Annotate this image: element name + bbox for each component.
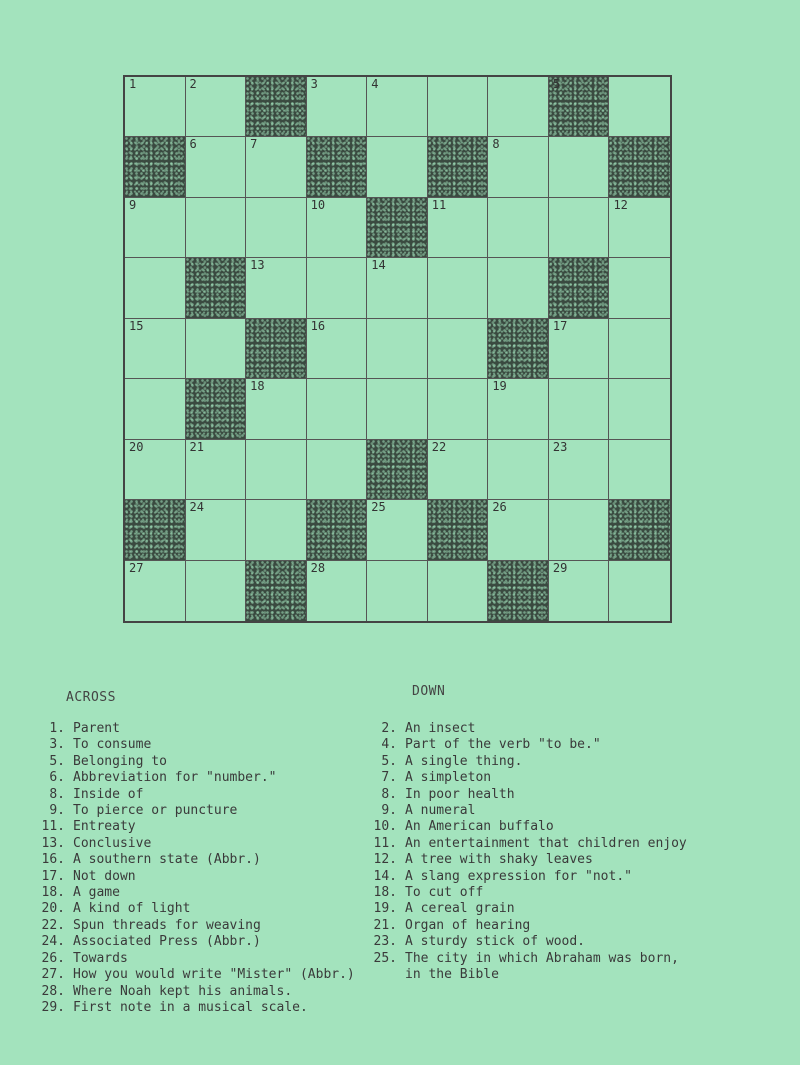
answer-cell[interactable] <box>307 379 368 439</box>
clue-number: 1. <box>49 721 65 736</box>
clue-text: Parent <box>73 721 120 736</box>
clue-number: 5 <box>552 77 561 91</box>
clue-number: 25. <box>373 950 397 966</box>
clue-text: Towards <box>73 950 128 966</box>
across-clue <box>35 869 355 885</box>
answer-cell[interactable] <box>428 77 489 137</box>
clue-number: 26 <box>492 500 507 515</box>
answer-cell[interactable] <box>125 379 186 439</box>
clue-number: 13. <box>41 835 65 851</box>
answer-cell[interactable] <box>488 198 549 258</box>
clue-text: Spun threads for weaving <box>73 917 261 933</box>
clue-number: 14 <box>371 258 386 273</box>
answer-cell[interactable] <box>428 440 489 500</box>
black-square <box>246 77 307 137</box>
clue-text: A numeral <box>405 803 476 819</box>
clue-text: The city in which Abraham was born, <box>405 950 679 966</box>
answer-cell[interactable] <box>488 500 549 560</box>
answer-cell[interactable] <box>246 379 307 439</box>
down-clue <box>367 918 687 934</box>
across-clue <box>35 1000 355 1016</box>
across-clue <box>35 852 355 868</box>
clue-number: 24 <box>189 500 204 515</box>
clue-number: 23. <box>373 934 397 950</box>
down-clue <box>367 852 687 868</box>
answer-cell[interactable] <box>186 440 247 500</box>
clue-text: Belonging to <box>73 753 167 769</box>
clue-number: 17. <box>41 868 65 884</box>
down-heading: DOWN <box>412 684 446 699</box>
answer-cell[interactable] <box>428 379 489 439</box>
clue-number: 20 <box>129 439 144 454</box>
answer-cell[interactable] <box>367 77 428 137</box>
clue-number: 8 <box>492 137 500 152</box>
clue-number: 9. <box>49 803 65 819</box>
black-square <box>246 561 307 621</box>
answer-cell[interactable] <box>186 77 247 137</box>
clue-number: 11. <box>373 835 397 851</box>
clue-number: 29. <box>41 999 65 1015</box>
answer-cell[interactable] <box>367 500 428 560</box>
crossword-grid <box>123 75 672 623</box>
clue-text: Entreaty <box>73 819 136 835</box>
across-clue <box>35 967 355 983</box>
answer-cell[interactable] <box>307 561 368 621</box>
clue-number: 10. <box>373 819 397 835</box>
answer-cell[interactable] <box>549 137 610 197</box>
clue-number: 9. <box>381 803 397 819</box>
clue-number: 13 <box>250 258 265 273</box>
clue-number: 3 <box>310 77 318 91</box>
clue-number: 24. <box>41 934 65 950</box>
down-clue <box>367 803 687 819</box>
across-clue <box>35 737 355 753</box>
across-clue <box>35 951 355 967</box>
clue-number: 28. <box>41 983 65 999</box>
clue-text: Not down <box>73 868 136 884</box>
clue-number: 15 <box>129 318 144 333</box>
black-square <box>186 258 247 318</box>
down-clue <box>367 885 687 901</box>
clue-number: 5. <box>381 753 397 769</box>
clue-text: Conclusive <box>73 835 152 851</box>
clue-text: A game <box>73 885 120 901</box>
answer-cell[interactable] <box>246 137 307 197</box>
clue-text: An American buffalo <box>405 819 554 835</box>
clue-number: 21. <box>373 917 397 933</box>
answer-cell[interactable] <box>549 379 610 439</box>
clue-number: 28 <box>310 560 326 575</box>
clue-number: 6 <box>189 137 197 152</box>
answer-cell[interactable] <box>428 319 489 379</box>
clue-text: First note in a musical scale. <box>73 999 308 1015</box>
clue-number: 22 <box>431 439 447 454</box>
answer-cell[interactable] <box>488 77 549 137</box>
clue-number: 23 <box>552 439 568 454</box>
clue-text: Abbreviation for "number." <box>73 770 277 786</box>
across-heading: ACROSS <box>66 690 116 705</box>
clue-number: 27 <box>129 560 144 575</box>
answer-cell[interactable] <box>307 440 368 500</box>
clue-text: To pierce or puncture <box>73 803 238 819</box>
clue-number: 18. <box>373 885 397 901</box>
answer-cell[interactable] <box>488 440 549 500</box>
clue-number: 8. <box>381 786 397 802</box>
clue-number: 16. <box>41 852 65 868</box>
clue-text: An entertainment that children enjoy <box>405 835 687 851</box>
clue-text: A simpleton <box>405 770 492 786</box>
down-clue <box>367 869 687 885</box>
down-clue <box>367 721 687 737</box>
clue-number: 18 <box>250 379 265 394</box>
clue-text: A slang expression for "not." <box>405 868 632 884</box>
black-square <box>125 500 186 560</box>
clue-number: 6. <box>49 770 65 786</box>
across-clue <box>35 934 355 950</box>
answer-cell[interactable] <box>307 198 368 258</box>
answer-cell[interactable] <box>186 319 247 379</box>
clue-number: 21 <box>189 439 204 454</box>
across-clue <box>35 901 355 917</box>
answer-cell[interactable] <box>186 137 247 197</box>
answer-cell[interactable] <box>367 258 428 318</box>
black-square <box>549 77 610 137</box>
across-clue <box>35 984 355 1000</box>
answer-cell[interactable] <box>307 77 368 137</box>
down-clue <box>367 819 687 835</box>
down-clue <box>367 951 687 967</box>
answer-cell[interactable] <box>549 198 610 258</box>
answer-cell[interactable] <box>609 561 670 621</box>
black-square <box>488 561 549 621</box>
black-square <box>609 137 670 197</box>
clue-number: 12 <box>613 197 628 212</box>
answer-cell[interactable] <box>186 500 247 560</box>
clue-number: 14. <box>373 868 397 884</box>
clue-continuation: in the Bible <box>405 967 499 983</box>
answer-cell[interactable] <box>125 198 186 258</box>
across-clue <box>35 885 355 901</box>
clue-text: Part of the verb "to be." <box>405 737 601 753</box>
clue-number: 26. <box>41 950 65 966</box>
clue-number: 4 <box>371 77 379 91</box>
clue-text: Associated Press (Abbr.) <box>73 934 261 950</box>
answer-cell[interactable] <box>488 258 549 318</box>
across-clue <box>35 787 355 803</box>
clue-text: To cut off <box>405 885 484 901</box>
answer-cell[interactable] <box>428 561 489 621</box>
answer-cell[interactable] <box>488 379 549 439</box>
clue-text: A kind of light <box>73 901 191 917</box>
down-clue <box>367 737 687 753</box>
clue-number: 11. <box>41 819 65 835</box>
black-square <box>428 137 489 197</box>
clue-number: 7. <box>381 770 397 786</box>
clue-number: 4. <box>381 737 397 753</box>
answer-cell[interactable] <box>609 77 670 137</box>
answer-cell[interactable] <box>549 440 610 500</box>
answer-cell[interactable] <box>307 319 368 379</box>
answer-cell[interactable] <box>549 500 610 560</box>
clue-text: Organ of hearing <box>405 917 531 933</box>
across-clue <box>35 754 355 770</box>
across-clue <box>35 836 355 852</box>
black-square <box>307 500 368 560</box>
clue-text: Inside of <box>73 786 144 802</box>
answer-cell[interactable] <box>125 440 186 500</box>
answer-cell[interactable] <box>367 561 428 621</box>
black-square <box>125 137 186 197</box>
clue-text: Where Noah kept his animals. <box>73 983 293 999</box>
across-clue <box>35 770 355 786</box>
answer-cell[interactable] <box>246 440 307 500</box>
clue-text: To consume <box>73 737 152 753</box>
clue-number: 19. <box>373 901 397 917</box>
clue-number: 10 <box>310 197 326 212</box>
clue-number: 19 <box>492 379 507 394</box>
clue-text: A single thing. <box>405 753 523 769</box>
answer-cell[interactable] <box>609 319 670 379</box>
clue-number: 1 <box>129 77 137 91</box>
down-clue <box>367 787 687 803</box>
answer-cell[interactable] <box>609 198 670 258</box>
clue-number: 25 <box>371 500 386 515</box>
answer-cell[interactable] <box>609 440 670 500</box>
clue-number: 2 <box>189 77 197 91</box>
black-square <box>367 440 428 500</box>
clue-number: 8. <box>49 786 65 802</box>
answer-cell[interactable] <box>428 198 489 258</box>
black-square <box>307 137 368 197</box>
black-square <box>488 319 549 379</box>
answer-cell[interactable] <box>307 258 368 318</box>
black-square <box>367 198 428 258</box>
answer-cell[interactable] <box>125 319 186 379</box>
clue-number: 11 <box>431 197 447 212</box>
answer-cell[interactable] <box>125 77 186 137</box>
across-clue-list <box>35 721 355 1016</box>
black-square <box>428 500 489 560</box>
clue-number: 12. <box>373 852 397 868</box>
clue-number: 22. <box>41 917 65 933</box>
black-square <box>609 500 670 560</box>
clue-text: An insect <box>405 721 476 736</box>
clue-number: 29 <box>552 560 568 575</box>
answer-cell[interactable] <box>549 319 610 379</box>
answer-cell[interactable] <box>246 198 307 258</box>
answer-cell[interactable] <box>549 561 610 621</box>
clue-text: A tree with shaky leaves <box>405 852 593 868</box>
answer-cell[interactable] <box>186 561 247 621</box>
answer-cell[interactable] <box>367 319 428 379</box>
across-clue <box>35 803 355 819</box>
clue-number: 3. <box>49 737 65 753</box>
down-clue <box>367 836 687 852</box>
down-clue <box>367 934 687 950</box>
clue-number: 9 <box>129 197 137 212</box>
clue-text: A cereal grain <box>405 901 515 917</box>
clue-number: 7 <box>250 137 258 152</box>
answer-cell[interactable] <box>609 379 670 439</box>
answer-cell[interactable] <box>367 137 428 197</box>
black-square <box>186 379 247 439</box>
clue-number: 16 <box>310 318 326 333</box>
answer-cell[interactable] <box>609 258 670 318</box>
down-clue <box>367 770 687 786</box>
clue-text: How you would write "Mister" (Abbr.) <box>73 967 355 983</box>
clue-number: 20. <box>41 901 65 917</box>
across-clue <box>35 819 355 835</box>
answer-cell[interactable] <box>246 500 307 560</box>
clue-text: A sturdy stick of wood. <box>405 934 586 950</box>
down-clue <box>367 901 687 917</box>
black-square <box>549 258 610 318</box>
clue-number: 17 <box>552 318 568 333</box>
across-clue <box>35 918 355 934</box>
clue-number: 2. <box>381 721 397 736</box>
black-square <box>246 319 307 379</box>
answer-cell[interactable] <box>186 198 247 258</box>
clue-text: A southern state (Abbr.) <box>73 852 261 868</box>
answer-cell[interactable] <box>367 379 428 439</box>
answer-cell[interactable] <box>125 258 186 318</box>
clue-text: In poor health <box>405 786 515 802</box>
clue-number: 5. <box>49 753 65 769</box>
answer-cell[interactable] <box>488 137 549 197</box>
clue-number: 18. <box>41 885 65 901</box>
across-clue <box>35 721 355 737</box>
answer-cell[interactable] <box>428 258 489 318</box>
clue-number: 27. <box>41 967 65 983</box>
answer-cell[interactable] <box>246 258 307 318</box>
answer-cell[interactable] <box>125 561 186 621</box>
down-clue-list <box>367 721 687 984</box>
down-clue <box>367 754 687 770</box>
